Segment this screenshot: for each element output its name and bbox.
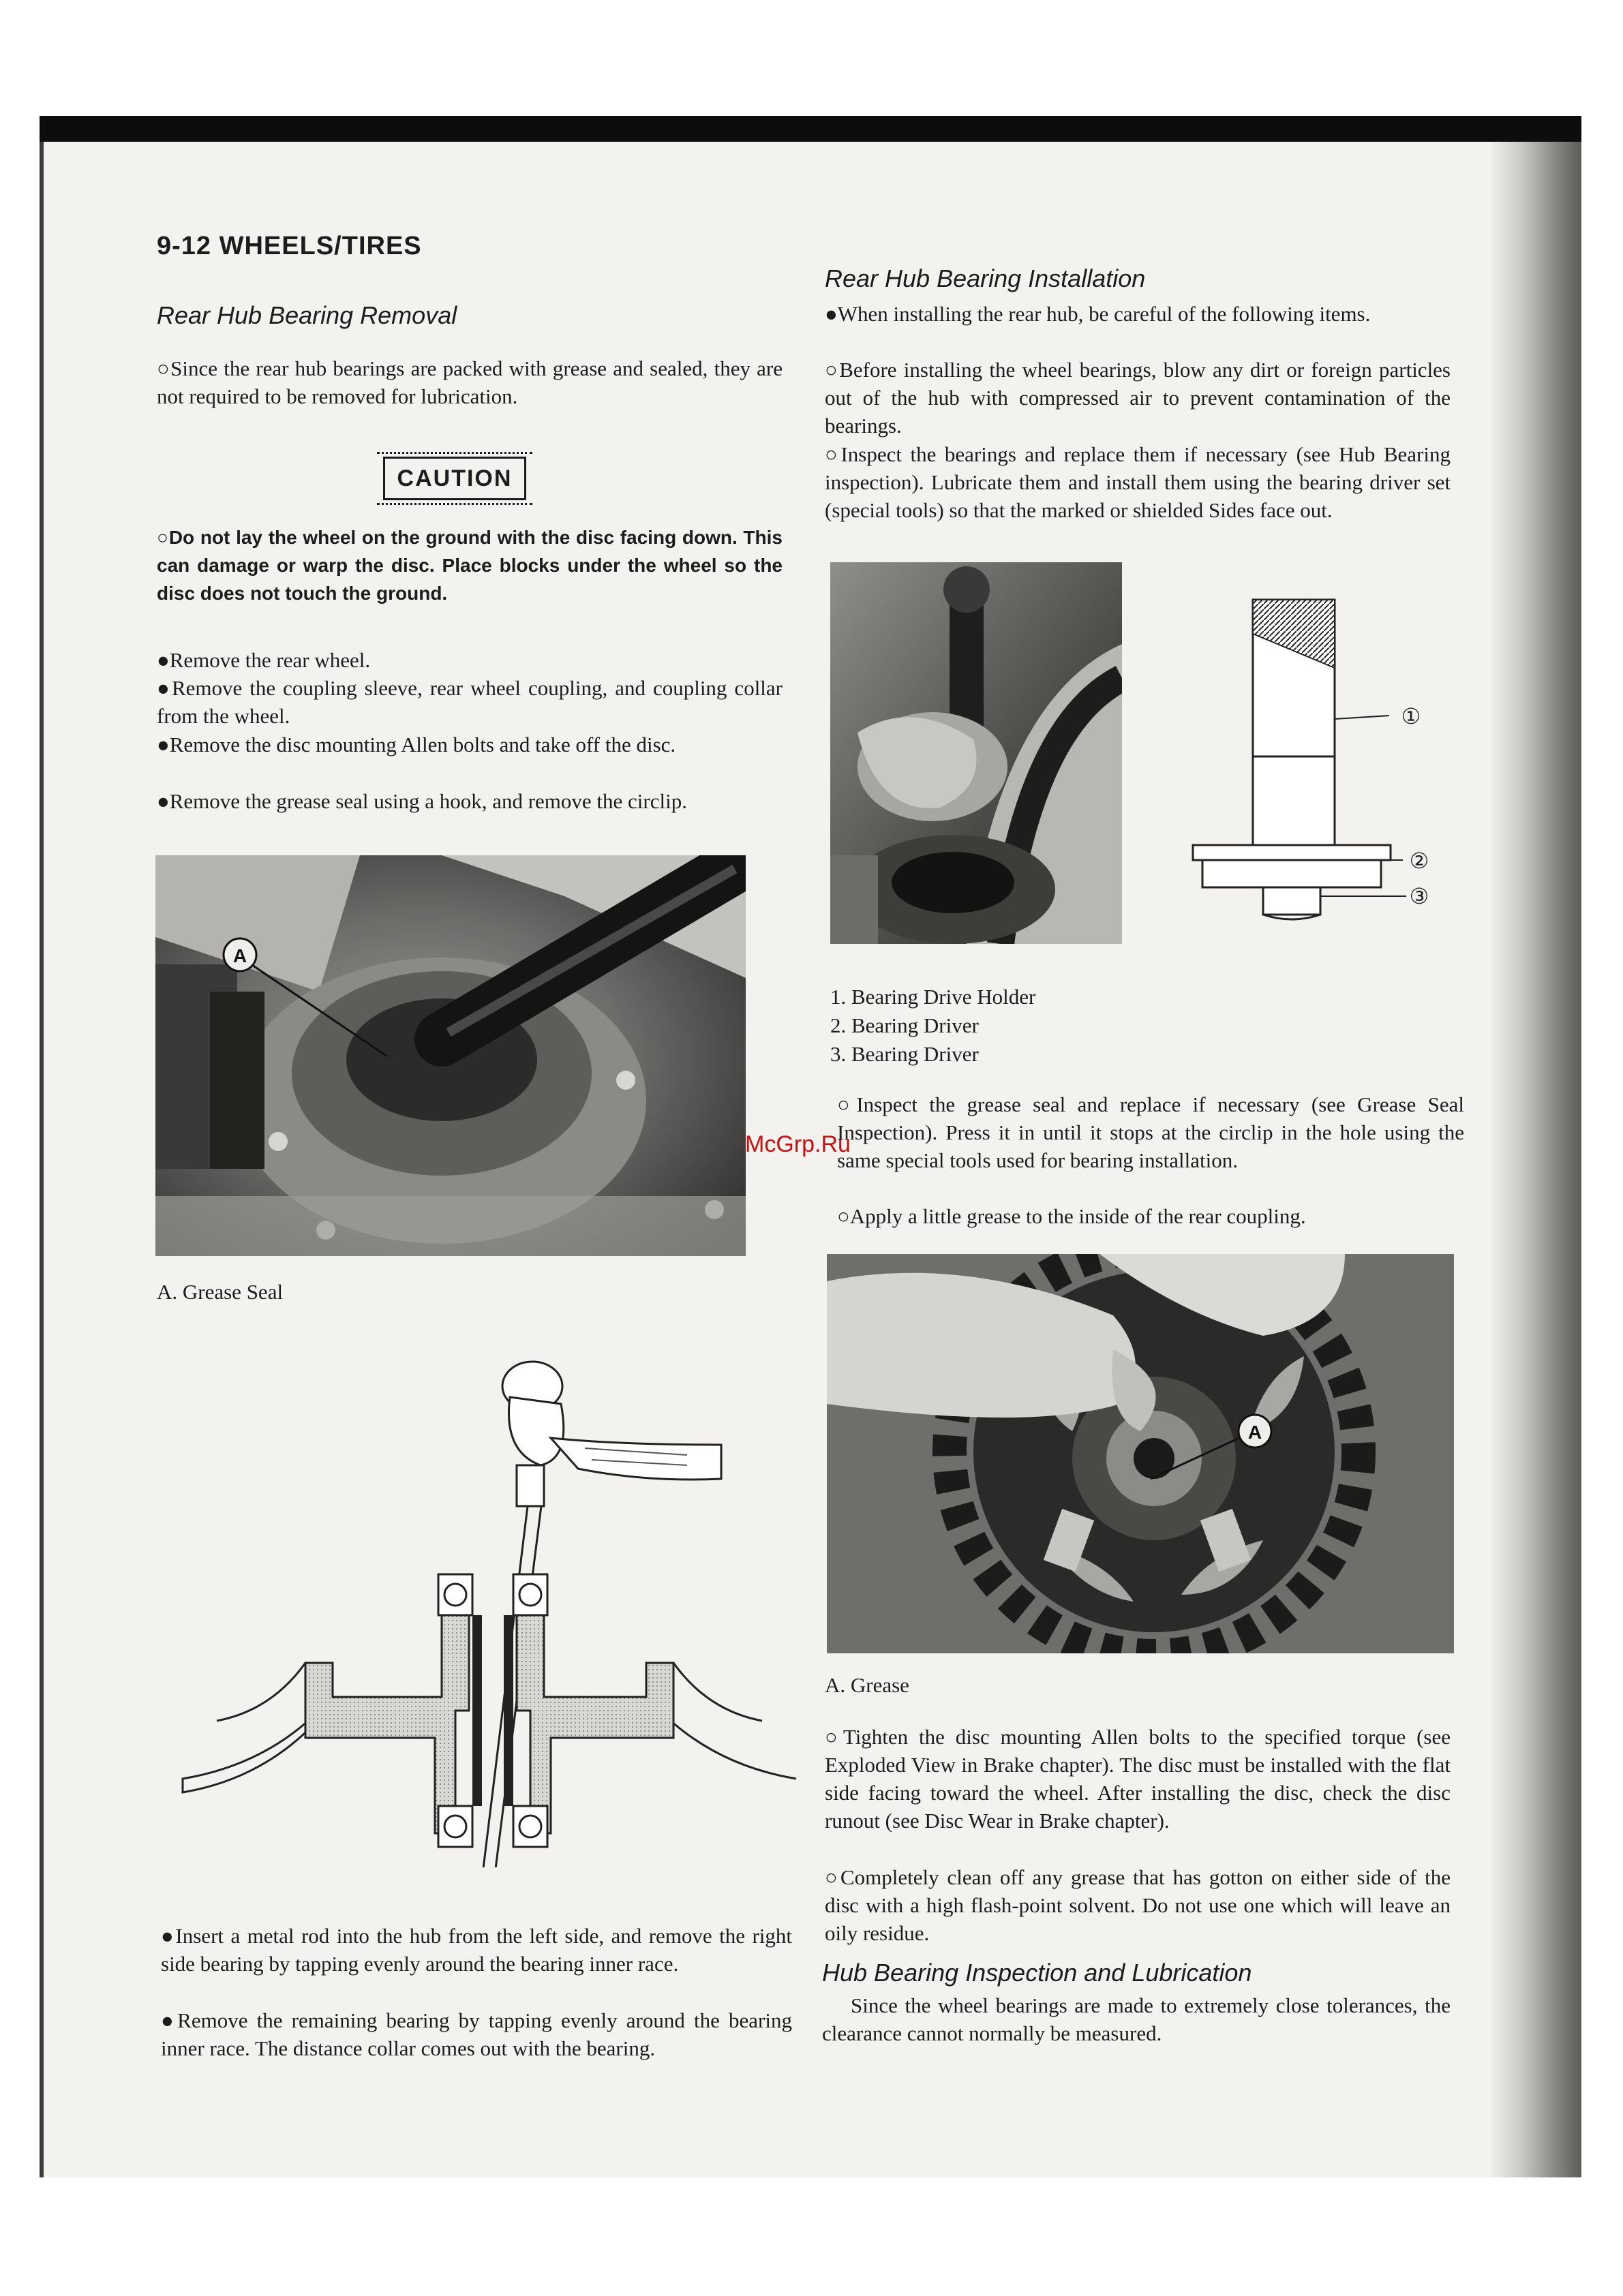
- callout-3: ③: [1409, 883, 1429, 909]
- watermark: McGrp.Ru: [745, 1131, 851, 1157]
- step-remove-wheel: ●Remove the rear wheel.: [157, 648, 371, 672]
- page-title: 9-12 WHEELS/TIRES: [157, 232, 422, 260]
- inspection-section-title: Hub Bearing Inspection and Lubrication: [822, 1959, 1252, 1987]
- photo3-caption: A. Grease: [825, 1673, 909, 1697]
- photo1-callout: A: [232, 945, 247, 966]
- step-insert-rod: ●Insert a metal rod into the hub from the left side, and remove the right side bearing by tapping evenly around the bearing inner race.: [161, 1924, 792, 1976]
- manual-page: [40, 116, 1581, 2177]
- step-remove-disc: ●Remove the disc mounting Allen bolts and take off the disc.: [157, 733, 676, 756]
- install-item-3: ○Inspect the bearings and replace them if necessary (see Hub Bearing inspection). Lubricate them and install them using the bearing driver set (special tools) so that the marked or shielded Sides face out.: [825, 442, 1451, 522]
- scan-top-border: [40, 116, 1581, 142]
- callout-2: ②: [1409, 848, 1429, 874]
- caution-text: ○Do not lay the wheel on the ground with the disc facing down. This can damage or warp the disc. Place blocks under the wheel so the disc does not touch the ground.: [157, 527, 783, 604]
- inspection-paragraph: Since the wheel bearings are made to extremely close tolerances, the clearance cannot normally be measured.: [822, 1993, 1451, 2045]
- bearing-driver-diagram: [1144, 593, 1444, 927]
- callout-1: ①: [1401, 703, 1421, 729]
- scan-left-edge: [40, 142, 44, 2177]
- step-remove-remaining-bearing: ●Remove the remaining bearing by tapping evenly around the bearing inner race. The distance collar comes out with the bearing.: [161, 2008, 792, 2060]
- left-section-title: Rear Hub Bearing Removal: [157, 301, 457, 329]
- right-section-title: Rear Hub Bearing Installation: [825, 264, 1146, 292]
- rear-coupling-grease-photo: [827, 1254, 1454, 1653]
- legend-item-2: 2. Bearing Driver: [830, 1013, 979, 1037]
- photo1-caption: A. Grease Seal: [157, 1280, 284, 1304]
- install-item-2: ○Before installing the wheel bearings, blow any dirt or foreign particles out of the hub with compressed air to prevent contamination of the bearings.: [825, 358, 1451, 438]
- legend-item-1: 1. Bearing Drive Holder: [830, 985, 1036, 1009]
- install-item-grease-seal: ○Inspect the grease seal and replace if necessary (see Grease Seal Inspection). Press it in until it stops at the circlip in the hole using the same special tools used for bearing installation.: [837, 1092, 1464, 1172]
- hub-cross-section-diagram: [169, 1329, 810, 1867]
- caution-label: CAUTION: [383, 457, 526, 500]
- grease-seal-photo: [155, 855, 746, 1256]
- install-item-apply-grease: ○Apply a little grease to the inside of the rear coupling.: [837, 1204, 1306, 1228]
- legend-item-3: 3. Bearing Driver: [830, 1042, 979, 1066]
- install-item-1: ●When installing the rear hub, be careful of the following items.: [825, 302, 1371, 326]
- install-item-clean-grease: ○Completely clean off any grease that has gotton on either side of the disc with a high flash-point solvent. Do not use one which will leave an oily residue.: [825, 1865, 1451, 1945]
- bearing-installation-photo: [830, 562, 1122, 944]
- tool-legend: [830, 983, 1035, 1069]
- intro-paragraph: ○Since the rear hub bearings are packed with grease and sealed, they are not required to be removed for lubrication.: [157, 356, 783, 408]
- install-item-tighten-bolts: ○Tighten the disc mounting Allen bolts to the specified torque (see Exploded View in Brake chapter). The disc must be installed with the flat side facing toward the wheel. After installing the disc, check the disc runout (see Disc Wear in Brake chapter).: [825, 1725, 1451, 1833]
- step-remove-coupling: ●Remove the coupling sleeve, rear wheel coupling, and coupling collar from the wheel.: [157, 676, 783, 728]
- book-spine-shadow: [1491, 142, 1581, 2177]
- photo3-callout: A: [1247, 1422, 1262, 1443]
- step-remove-grease-seal: ●Remove the grease seal using a hook, and remove the circlip.: [157, 789, 687, 813]
